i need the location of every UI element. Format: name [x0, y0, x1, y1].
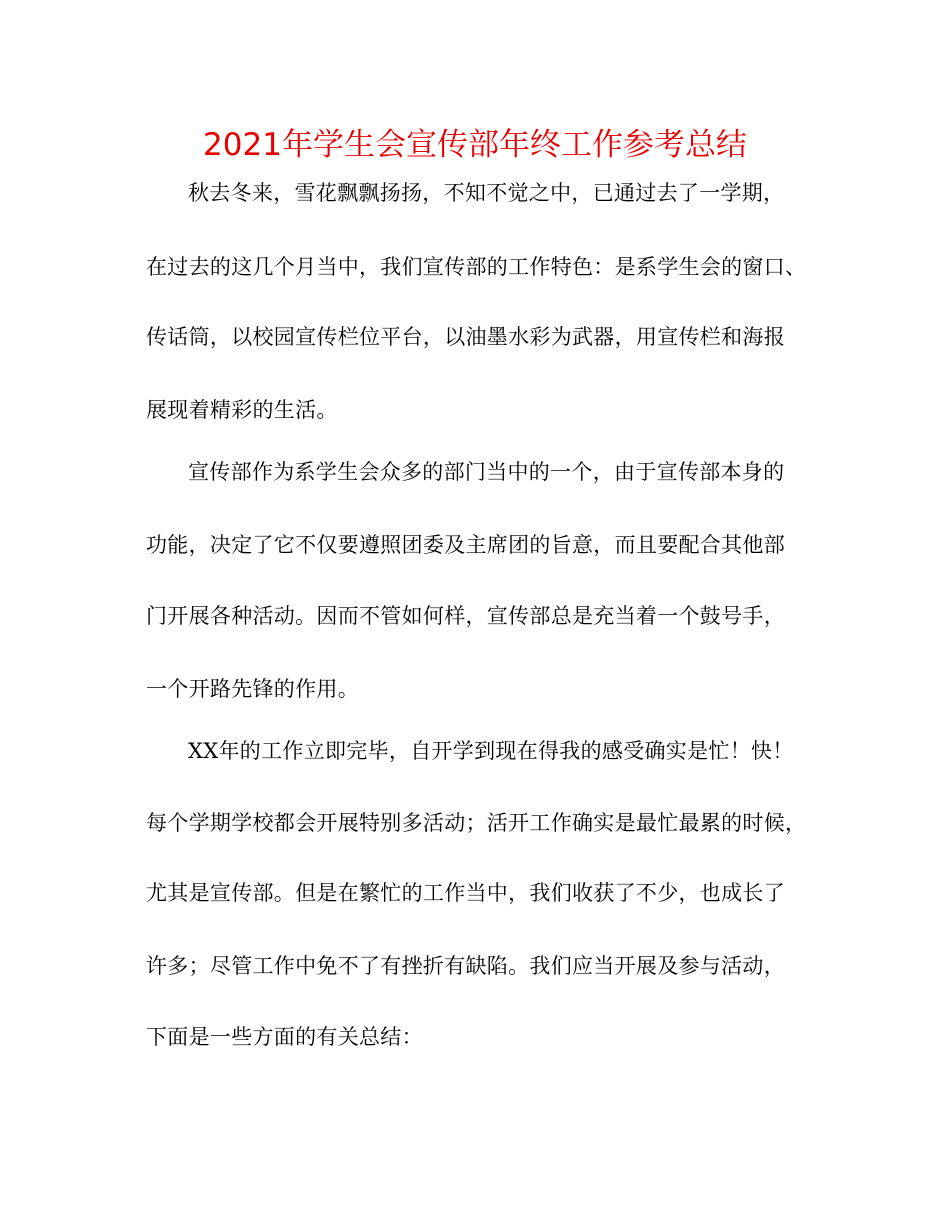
paragraph-2-line-4: 一个开路先锋的作用。	[146, 677, 359, 701]
paragraph-2-line-3: 门开展各种活动。因而不管如何样，宣传部总是充当着一个鼓号手，	[146, 604, 785, 628]
paragraph-2-line-2: 功能，决定了它不仅要遵照团委及主席团的旨意，而且要配合其他部	[146, 533, 785, 557]
paragraph-3-line-3: 尤其是宣传部。但是在繁忙的工作当中，我们收获了不少，也成长了	[146, 881, 785, 905]
paragraph-3-line-4: 许多；尽管工作中免不了有挫折有缺陷。我们应当开展及参与活动，	[146, 954, 785, 978]
paragraph-1-line-2: 在过去的这几个月当中，我们宣传部的工作特色：是系学生会的窗口、	[146, 255, 807, 279]
paragraph-2-line-1: 宣传部作为系学生会众多的部门当中的一个，由于宣传部本身的	[188, 460, 785, 484]
paragraph-3-line-1: XX年的工作立即完毕，自开学到现在得我的感受确实是忙！快！	[188, 739, 794, 763]
paragraph-1-line-3: 传话筒，以校园宣传栏位平台，以油墨水彩为武器，用宣传栏和海报	[146, 325, 785, 349]
paragraph-3-line-2: 每个学期学校都会开展特别多活动；活开工作确实是最忙最累的时候，	[146, 811, 807, 835]
paragraph-1-line-1: 秋去冬来，雪花飘飘扬扬，不知不觉之中，已通过去了一学期，	[188, 181, 785, 205]
document-title: 2021年学生会宣传部年终工作参考总结	[203, 127, 747, 163]
paragraph-3-line-5: 下面是一些方面的有关总结：	[146, 1025, 423, 1049]
paragraph-1-line-4: 展现着精彩的生活。	[146, 398, 338, 422]
